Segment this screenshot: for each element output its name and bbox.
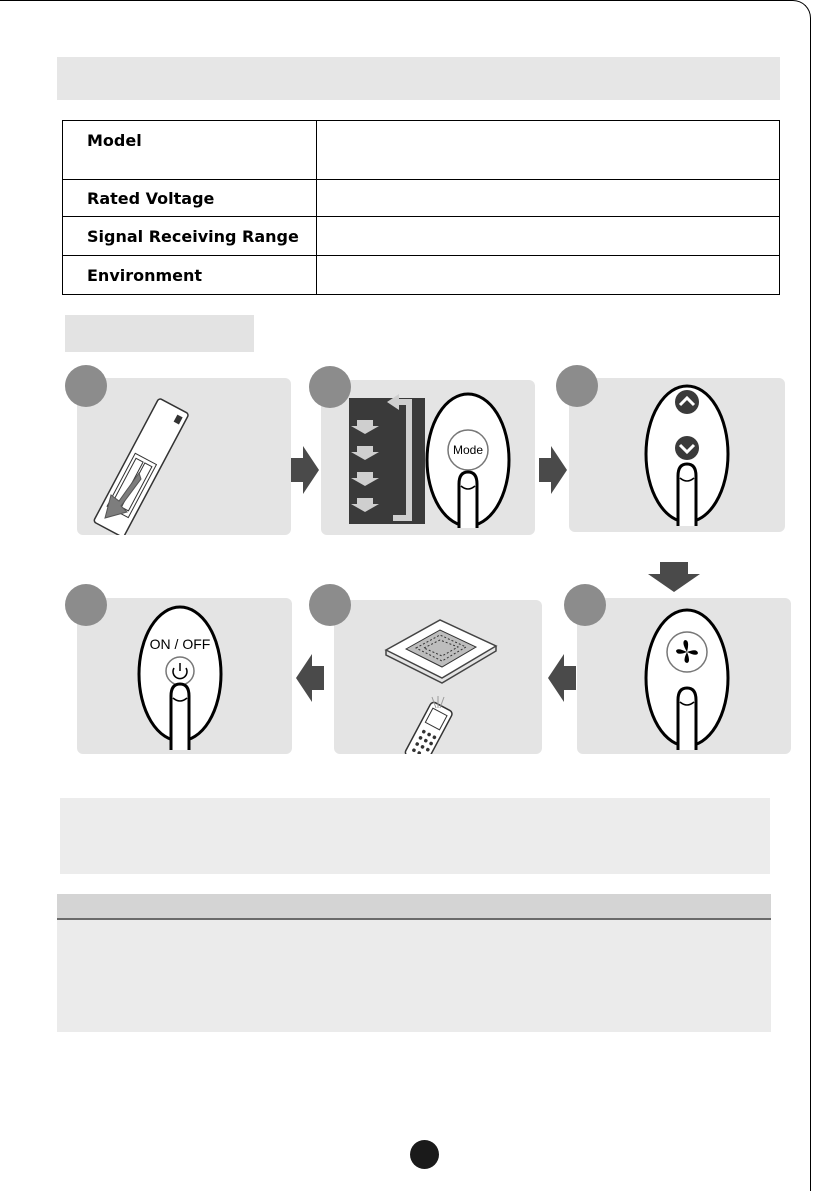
step-panel-1: [77, 378, 291, 535]
spec-value-signal-range: [317, 217, 780, 256]
step-number-circle-4: [564, 584, 606, 626]
section-header-band: [57, 57, 780, 100]
power-on-illustration: [77, 598, 292, 754]
spec-value-model: [317, 121, 780, 180]
spec-label-environment: Environment: [63, 256, 317, 295]
step-number-circle-2: [309, 366, 351, 408]
fan-speed-illustration: [577, 598, 791, 754]
spec-value-environment: [317, 256, 780, 295]
step-number-circle-3: [556, 365, 598, 407]
step-number-circle-1: [65, 365, 107, 407]
step-panel-2: [321, 380, 535, 535]
spec-value-rated-voltage: [317, 180, 780, 217]
page-number-dot: [410, 1140, 439, 1169]
right-arrow-icon: [291, 446, 319, 494]
cassette-unit: [386, 620, 496, 683]
spec-row-signal-range: [63, 217, 780, 256]
temperature-adjust-illustration: [569, 378, 785, 532]
spec-row-model: [63, 121, 780, 180]
operation-subheading-band: [65, 315, 254, 352]
down-button-icon: [675, 436, 699, 460]
spec-label-signal-range: Signal Receiving Range: [63, 217, 317, 256]
left-arrow-icon: [548, 654, 576, 702]
step-number-circle-6: [65, 584, 107, 626]
spec-label-model: Model: [63, 121, 317, 180]
right-arrow-icon: [539, 446, 567, 494]
spec-row-rated-voltage: [63, 180, 780, 217]
step-panel-4: [577, 598, 791, 754]
step-panel-6: [77, 598, 292, 754]
spec-label-rated-voltage: Rated Voltage: [63, 180, 317, 217]
step-panel-3: [569, 378, 785, 532]
notes-section: [57, 894, 771, 1032]
up-button-icon: [675, 390, 699, 414]
notes-section-header-bar: [57, 894, 771, 920]
left-arrow-icon: [296, 654, 324, 702]
mode-selection-illustration: [321, 380, 535, 535]
note-box: [60, 798, 770, 874]
step-number-circle-5: [309, 584, 351, 626]
remote-control-icon: [404, 701, 453, 754]
mode-button-label: Mode: [452, 443, 484, 457]
onoff-label: ON / OFF: [149, 636, 211, 652]
battery-insert-illustration: [77, 378, 291, 535]
specification-table: [62, 120, 780, 295]
indoor-unit-illustration: [334, 600, 542, 754]
down-arrow-icon: [648, 562, 700, 592]
step-panel-5: [334, 600, 542, 754]
spec-row-environment: [63, 256, 780, 295]
